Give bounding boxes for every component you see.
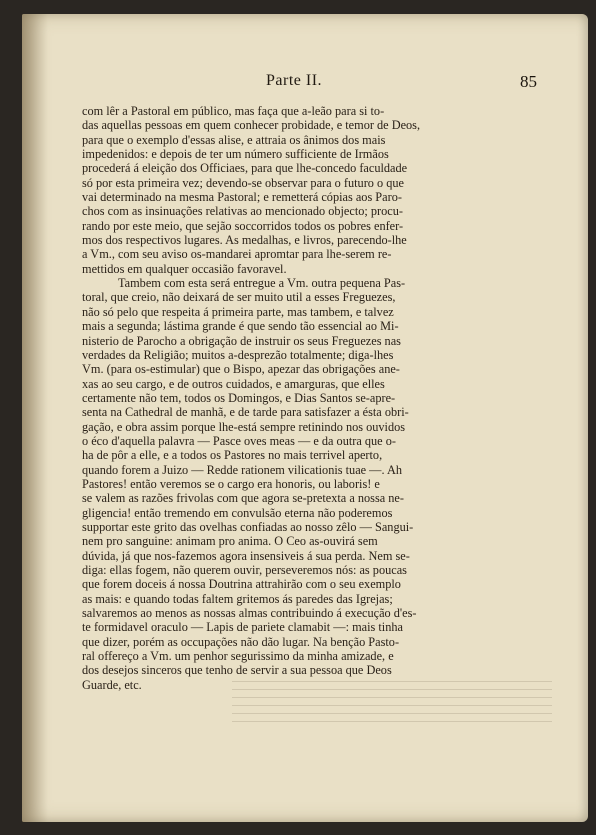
text-line: xas ao seu cargo, e de outros cuidados, e amarguras, que elles [82, 376, 385, 391]
body-text [82, 104, 502, 692]
text-line: impedenidos: e depois de ter um número sufficiente de Irmãos [82, 147, 389, 162]
part-title: Parte II. [266, 72, 323, 89]
page-number: 85 [520, 72, 537, 91]
text-line: chos com as insinuações relativas ao mencionado objecto; procu- [82, 204, 403, 219]
text-line: das aquellas pessoas em quem conhecer probidade, e temor de Deos, [82, 118, 421, 133]
paragraph-start-line: Tambem com esta será entregue a Vm. outra pequena Pas- [118, 276, 406, 291]
text-line: dos desejos sinceros que tenho de servir a sua pessoa que Deos [82, 663, 392, 678]
text-line: que dizer, porém as occupações não dão lugar. Na benção Pasto- [82, 634, 400, 649]
text-line: não só pelo que respeita á primeira parte, mas tambem, e talvez [82, 304, 394, 319]
text-line: dúvida, já que nos-fazemos agora insensiveis á sua perda. Nem se- [82, 548, 410, 563]
text-line: vai determinado na mesma Pastoral; e remetterá cópias aos Paro- [82, 190, 402, 205]
text-line: gação, e obra assim porque lhe-está sempre retinindo nos ouvidos [82, 419, 406, 434]
text-line: verdades da Religião; muitos a-desprezão totalmente; diga-lhes [82, 347, 394, 362]
text-line: mettidos em qualquer occasião favoravel. [82, 261, 287, 276]
text-line: ha de pôr a elle, e a todos os Pastores no mais terrivel aperto, [82, 448, 383, 463]
text-line: supportar este grito das ovelhas confiadas ao nosso zêlo — Sangui- [82, 519, 414, 534]
page-header [82, 72, 537, 98]
bleed-through-texture [232, 674, 552, 734]
text-line: que forem doceis á nossa Doutrina attrahirão com o seu exemplo [82, 577, 401, 592]
text-line: salvaremos ao menos as nossas almas contribuindo á execução d'es- [82, 606, 417, 621]
text-line: mais a segunda; lástima grande é que sendo tão essencial ao Mi- [82, 319, 399, 334]
text-line: Vm. (para os-estimular) que o Bispo, apezar das obrigações ane- [82, 362, 400, 377]
text-line: o éco d'aquella palavra — Pasce oves meas — e da outra que o- [82, 433, 396, 448]
text-line: senta na Cathedral de manhã, e de tarde para satisfazer a ésta obri- [82, 405, 409, 420]
text-line: ral offereço a Vm. um penhor segurissimo da minha amizade, e [82, 649, 394, 664]
text-line: as mais: e quando todas faltem gritemos ás paredes das Igrejas; [82, 591, 393, 606]
text-line: Guarde, etc. [82, 677, 142, 692]
text-line: rando por este meio, que sejão soccorridos todos os pobres enfer- [82, 218, 404, 233]
text-line: nisterio de Parocho a obrigação de instruir os seus Freguezes nas [82, 333, 401, 348]
text-line: mos dos respectivos lugares. As medalhas, e livros, parecendo-lhe [82, 233, 407, 248]
text-line: toral, que creio, não deixará de ser muito util a esses Freguezes, [82, 290, 396, 305]
text-line: a Vm., com seu aviso os-mandarei apromtar para lhe-serem re- [82, 247, 392, 262]
text-line: procederá á eleição dos Officiaes, para que lhe-concedo faculdade [82, 161, 408, 176]
text-line: quando forem a Juizo — Redde rationem vilicationis tuae —. Ah [82, 462, 402, 477]
text-line: diga: ellas fogem, não querem ouvir, perseveremos nós: as poucas [82, 563, 407, 577]
text-line: Pastores! então veremos se o cargo era honoris, ou laboris! e [82, 476, 380, 491]
text-line: só por esta primeira vez; devendo-se observar para o futuro o que [82, 175, 404, 190]
text-line: para que o exemplo d'essas alise, e attraia os ânimos dos mais [82, 132, 386, 147]
text-line: se valem as razões frivolas com que agora se-pretexta a nossa ne- [82, 491, 404, 506]
text-line: nem pro sanguine: animam pro anima. O Ceo as-ouvirá sem [82, 534, 378, 549]
text-line: gligencia! então tremendo em convulsão eterna não poderemos [82, 505, 393, 520]
page-gutter-shadow [22, 14, 48, 822]
text-line: te formidavel oraculo — Lapis de pariete clamabit —: mais tinha [82, 620, 403, 635]
book-page [22, 14, 588, 822]
text-line: certamente não tem, todos os Domingos, e Dias Santos se-apre- [82, 390, 396, 405]
text-line: com lêr a Pastoral em público, mas faça que a-leão para si to- [82, 104, 385, 118]
